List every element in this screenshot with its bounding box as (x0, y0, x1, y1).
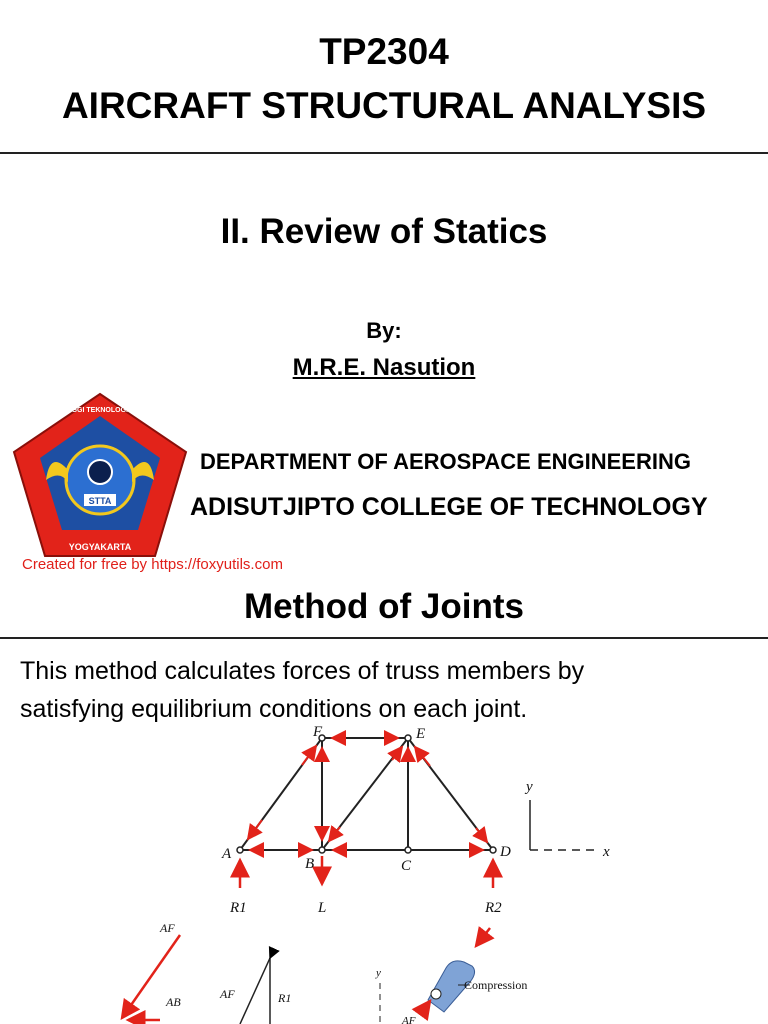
by-label: By: (366, 318, 402, 343)
department-name: DEPARTMENT OF AEROSPACE ENGINEERING (200, 449, 691, 474)
author-name: M.R.E. Nasution (292, 354, 476, 381)
slide-title: Method of Joints (244, 587, 524, 626)
stta-logo (10, 390, 190, 560)
course-code: TP2304 (319, 31, 449, 72)
joint-label-c: C (401, 858, 412, 874)
joint-label-f: F (313, 724, 323, 740)
axis-label-x: x (603, 844, 610, 860)
force-triangle (219, 958, 291, 1024)
author-wrapper (0, 354, 768, 382)
logo-center-text: STTA (88, 496, 112, 506)
truss-diagram (0, 720, 768, 1024)
joint-label-a: A (222, 846, 232, 862)
joint-label-d: D (500, 844, 511, 860)
axis-label-y: y (526, 779, 533, 795)
body-line-1: This method calculates forces of truss members by (20, 657, 585, 685)
body-line-2: satisfying equilibrium conditions on each joint. (20, 695, 528, 723)
triangle-label-r1: R1 (278, 991, 292, 1005)
lecture-subtitle: II. Review of Statics (220, 212, 548, 251)
truss-joints (237, 735, 496, 853)
load-label-l: L (318, 900, 327, 916)
slide-title-divider (0, 637, 768, 639)
truss-members (240, 738, 493, 850)
compression-af-label: AF (402, 1015, 416, 1024)
load-label-r1: R1 (230, 900, 247, 916)
fbd-label-af: AF (160, 921, 175, 935)
fbd-joint-a (122, 921, 181, 1020)
joint-label-b: B (305, 856, 315, 872)
institution-name: ADISUTJIPTO COLLEGE OF TECHNOLOGY (190, 493, 708, 521)
watermark-link[interactable]: Created for free by https://foxyutils.com (22, 556, 283, 573)
logo-bottom-text: YOGYAKARTA (68, 542, 132, 552)
external-load-arrows (240, 856, 493, 888)
load-label-r2: R2 (485, 900, 502, 916)
axes (530, 800, 598, 850)
title-divider (0, 152, 768, 154)
logo-top-text: SEKOLAH TINGGI TEKNOLOGI ADISUTJIPTO (24, 407, 176, 414)
course-title: AIRCRAFT STRUCTURAL ANALYSIS (61, 85, 707, 126)
small-axis-label-y: y (376, 967, 381, 979)
compression-detail (375, 928, 527, 1024)
triangle-label-af: AF (220, 987, 235, 1001)
compression-label: Compression (464, 978, 528, 992)
joint-label-e: E (416, 726, 426, 742)
fbd-label-ab: AB (166, 995, 181, 1009)
